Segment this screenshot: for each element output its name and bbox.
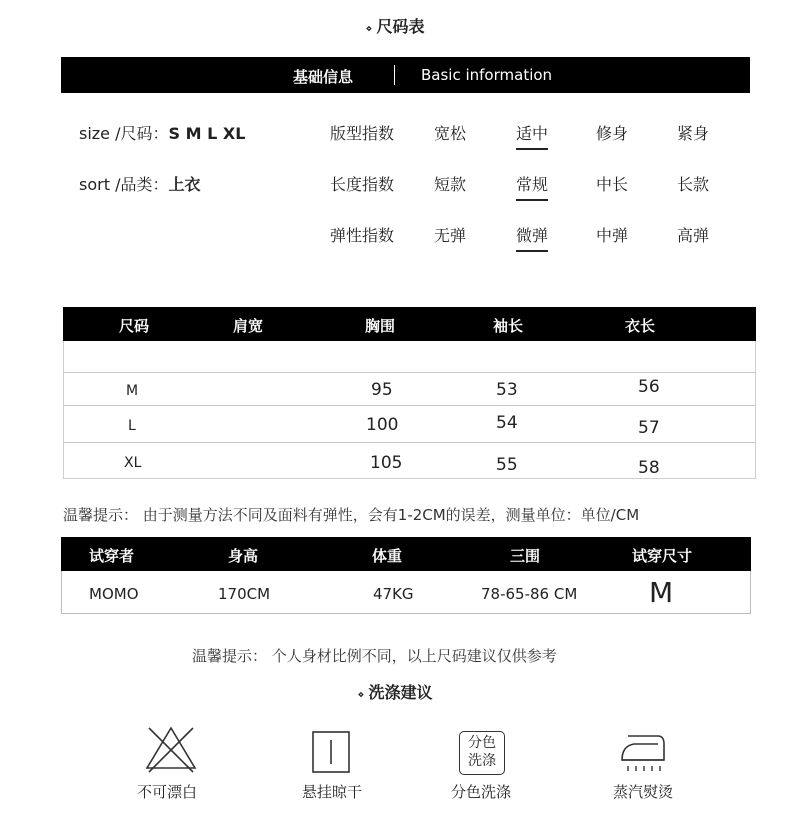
size-table-header [63, 307, 756, 341]
diamond-icon: ⋄ [357, 688, 365, 701]
fit-tip: 温馨提示： 个人身材比例不同，以上尺码建议仅供参考 [192, 647, 557, 665]
fit-option: 宽松 [434, 124, 467, 143]
sort-info: sort /品类：上衣 [79, 175, 201, 194]
row-divider [63, 442, 756, 443]
fit-option-selected: 适中 [516, 121, 548, 150]
model-height: 170CM [218, 585, 271, 603]
care-label: 不可漂白 [137, 783, 198, 801]
length-option: 短款 [434, 175, 467, 194]
basic-info-bar [61, 57, 750, 93]
measurement-tip: 温馨提示： 由于测量方法不同及面料有弹性，会有1-2CM的误差，测量单位：单位/CM [63, 506, 640, 524]
model-size: M [649, 576, 674, 609]
row-divider [63, 372, 756, 373]
table-cell-sleeve: 53 [496, 380, 518, 400]
size-values: S M L XL [168, 124, 246, 143]
model-table-header [61, 537, 751, 571]
header-shoulder: 肩宽 [233, 317, 264, 335]
fit-option: 紧身 [677, 124, 710, 143]
elasticity-option: 无弹 [434, 226, 467, 245]
length-option: 长款 [677, 175, 710, 194]
header-model: 试穿者 [89, 547, 135, 565]
size-info: size /尺码：S M L XL [79, 124, 246, 143]
sort-value: 上衣 [168, 175, 201, 194]
page-title: ⋄ 尺码表 [365, 17, 425, 36]
elasticity-option: 高弹 [677, 226, 710, 245]
fit-index-label: 版型指数 [330, 124, 395, 143]
header-length: 衣长 [625, 317, 656, 335]
care-label: 分色洗涤 [451, 783, 512, 801]
model-measurements: 78-65-86 CM [481, 585, 578, 603]
care-label: 蒸汽熨烫 [613, 783, 674, 801]
basic-info-en: Basic information [421, 66, 553, 84]
elasticity-option-selected: 微弹 [516, 223, 548, 252]
separate-wash-icon: 分色 洗涤 [459, 731, 505, 775]
header-weight: 体重 [372, 547, 403, 565]
length-option: 中长 [596, 175, 629, 194]
elasticity-index-label: 弹性指数 [330, 226, 395, 245]
table-cell-chest: 105 [370, 453, 403, 473]
table-cell-sleeve: 55 [496, 455, 518, 475]
model-name: MOMO [89, 585, 139, 603]
header-size: 尺码 [119, 317, 150, 335]
table-cell-size: XL [124, 455, 142, 471]
care-title: ⋄ 洗涤建议 [357, 683, 433, 702]
basic-info-cn: 基础信息 [293, 68, 354, 86]
hang-dry-icon [311, 730, 351, 774]
table-cell-sleeve: 54 [496, 413, 518, 433]
table-cell-length: 56 [638, 377, 660, 397]
table-cell-size: M [126, 383, 139, 399]
fit-option: 修身 [596, 124, 629, 143]
no-bleach-icon [143, 724, 199, 774]
diamond-icon: ⋄ [365, 22, 373, 35]
row-divider [63, 405, 756, 406]
header-measurements: 三围 [510, 547, 541, 565]
header-height: 身高 [228, 547, 259, 565]
length-option-selected: 常规 [516, 172, 548, 201]
table-cell-size: L [128, 418, 136, 434]
table-cell-chest: 95 [371, 380, 393, 400]
care-label: 悬挂晾干 [302, 783, 363, 801]
table-cell-length: 58 [638, 458, 660, 478]
header-sleeve: 袖长 [493, 317, 524, 335]
header-chest: 胸围 [365, 317, 396, 335]
steam-iron-icon [618, 728, 668, 776]
table-cell-length: 57 [638, 418, 660, 438]
length-index-label: 长度指数 [330, 175, 395, 194]
elasticity-option: 中弹 [596, 226, 629, 245]
header-tried-size: 试穿尺寸 [632, 547, 693, 565]
model-weight: 47KG [373, 585, 414, 603]
divider [394, 65, 395, 85]
table-cell-chest: 100 [366, 415, 399, 435]
